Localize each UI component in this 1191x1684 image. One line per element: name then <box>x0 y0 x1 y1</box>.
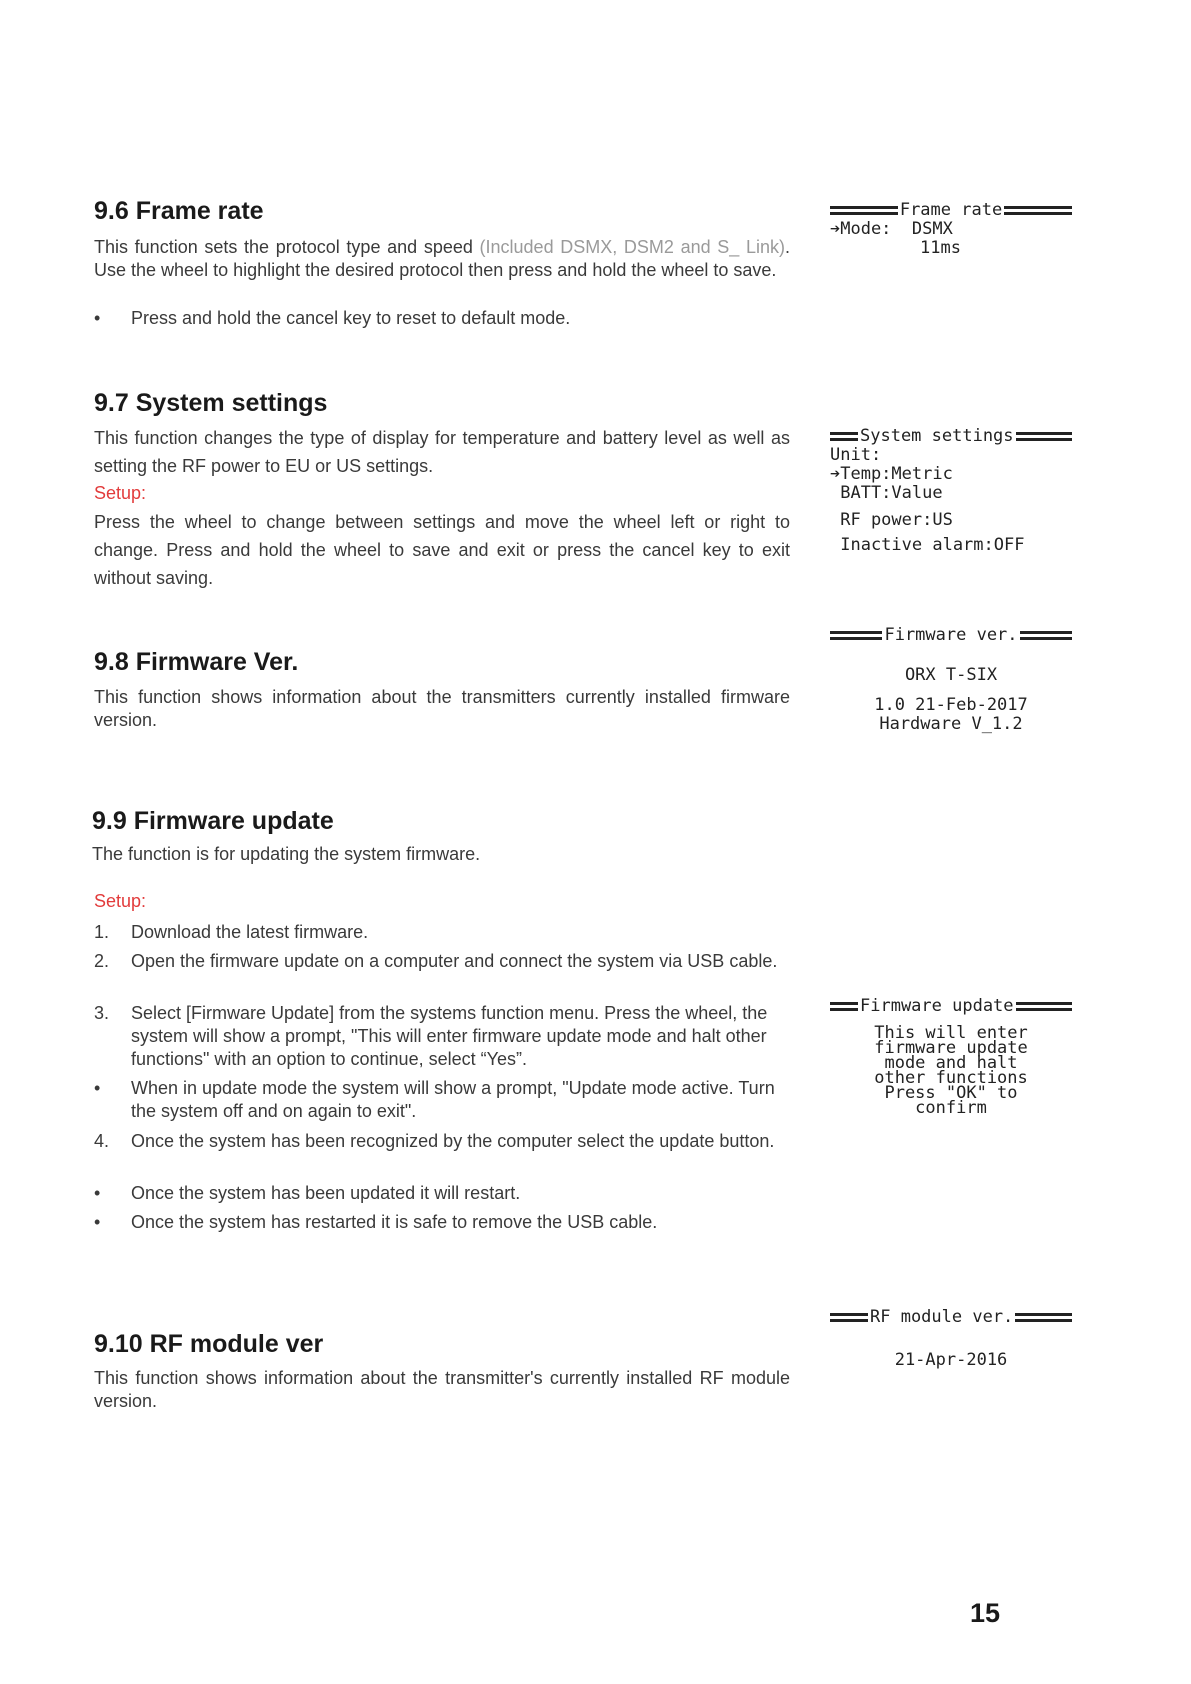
lcd-rf-module-ver: RF module ver. 21-Apr-2016 <box>830 1307 1072 1370</box>
system-settings-description: This function changes the type of display for temperature and battery level as well as setting the RF power to EU or US settings. <box>94 428 790 476</box>
list-item: 2. Open the firmware update on a computer and connect the system via USB cable. <box>94 951 778 971</box>
system-settings-instructions: Press the wheel to change between settings and move the wheel left or right to change. Press and hold the wheel to save and exit or press the cancel key to exit without saving. <box>94 512 790 588</box>
lcd-system-settings: System settings Unit: ➔Temp:Metric BATT:Value RF power:US Inactive alarm:OFF <box>830 426 1072 555</box>
lcd-frame-rate: Frame rate ➔Mode: DSMX 11ms <box>830 200 1072 258</box>
lcd-firmware-ver: Firmware ver. ORX T-SIX 1.0 21-Feb-2017 Hardware V_1.2 <box>830 625 1072 734</box>
heading-frame-rate: 9.6 Frame rate <box>94 197 264 225</box>
list-item: 3. Select [Firmware Update] from the systems function menu. Press the wheel, the system will show a prompt, "This will enter firmware update mode and halt other functions" with an option to continue, select “Yes”. <box>94 1003 768 1069</box>
page-number: 15 <box>970 1598 1001 1628</box>
heading-firmware-update: 9.9 Firmware update <box>92 807 334 835</box>
list-item: • When in update mode the system will show a prompt, "Update mode active. Turn the system off and on again to exit". <box>94 1078 775 1121</box>
frame-rate-description: This function sets the protocol type and speed (Included DSMX, DSM2 and S_ Link). Use the wheel to highlight the desired protocol then press and hold the wheel to save. <box>94 237 790 280</box>
lcd-title: Frame rate <box>899 199 1003 220</box>
setup-label: Setup: <box>94 483 147 503</box>
lcd-firmware-update: Firmware update This will enter firmware update mode and halt other functions Press "OK" to confirm <box>830 996 1072 1116</box>
heading-firmware-ver: 9.8 Firmware Ver. <box>94 648 299 676</box>
list-item: 1. Download the latest firmware. <box>94 922 369 942</box>
heading-system-settings: 9.7 System settings <box>94 389 328 417</box>
setup-label: Setup: <box>94 891 147 911</box>
list-item: • Once the system has restarted it is safe to remove the USB cable. <box>94 1212 658 1232</box>
list-item: • Once the system has been updated it will restart. <box>94 1183 521 1203</box>
firmware-update-description: The function is for updating the system firmware. <box>92 844 481 864</box>
list-item: • Press and hold the cancel key to reset to default mode. <box>94 308 571 328</box>
heading-rf-module-ver: 9.10 RF module ver <box>94 1330 324 1358</box>
list-item: 4. Once the system has been recognized by the computer select the update button. <box>94 1131 775 1151</box>
rf-module-ver-description: This function shows information about the transmitter's currently installed RF module version. <box>94 1368 790 1411</box>
firmware-ver-description: This function shows information about the transmitters currently installed firmware version. <box>94 687 790 730</box>
